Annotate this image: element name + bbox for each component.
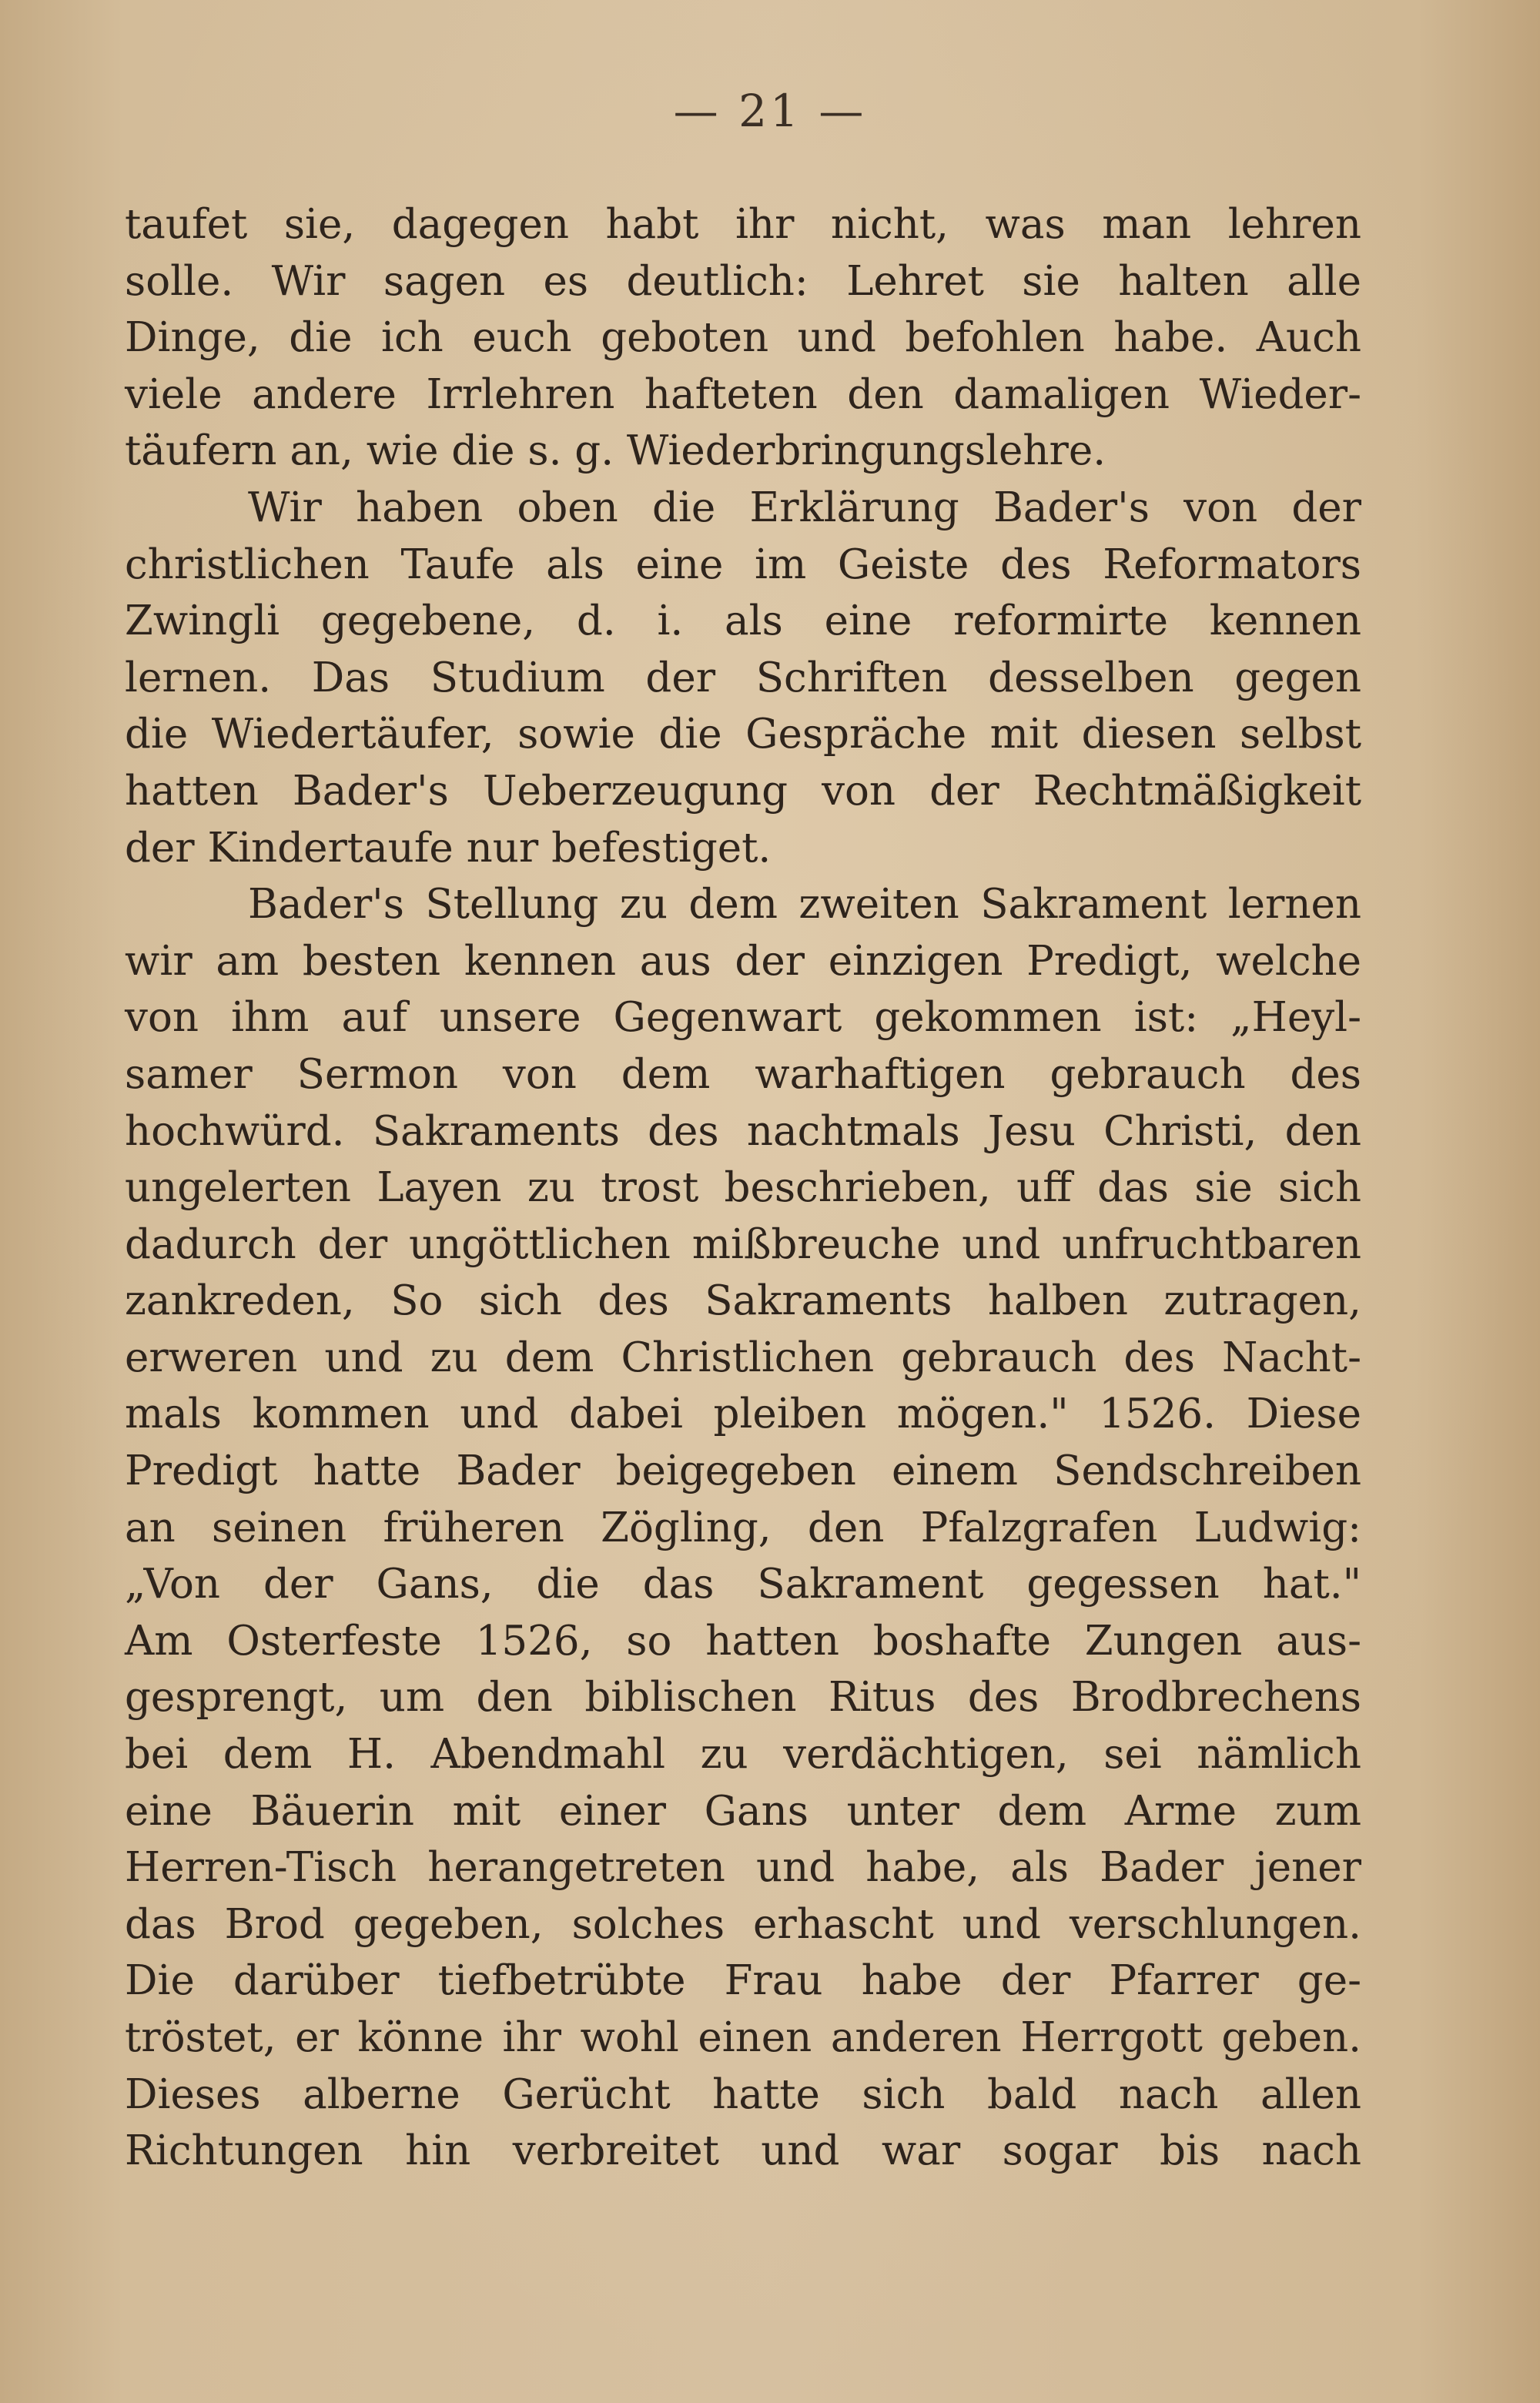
text-line: viele andere Irrlehren hafteten den damaligen Wieder-	[125, 370, 1361, 418]
text-line: erweren und zu dem Christlichen gebrauch des Nacht-	[125, 1334, 1361, 1381]
text-line: von ihm auf unsere Gegenwart gekommen ist: „Heyl-	[125, 994, 1361, 1042]
text-line: gesprengt, um den biblischen Ritus des Brodbrechens	[125, 1674, 1361, 1722]
text-line: Predigt hatte Bader beigegeben einem Sendschreiben	[125, 1447, 1361, 1495]
text-line: dadurch der ungöttlichen mißbreuche und unfruchtbaren	[125, 1220, 1361, 1268]
text-line: die Wiedertäufer, sowie die Gespräche mit diesen selbst	[125, 711, 1361, 758]
text-line: mals kommen und dabei pleiben mögen." 1526. Diese	[125, 1391, 1361, 1438]
text-line: an seinen früheren Zögling, den Pfalzgrafen Ludwig:	[125, 1504, 1361, 1551]
text-line: das Brod gegeben, solches erhascht und verschlungen.	[125, 1900, 1361, 1948]
text-line: zankreden, So sich des Sakraments halben zutragen,	[125, 1277, 1361, 1325]
text-line: wir am besten kennen aus der einzigen Predigt, welche	[125, 937, 1361, 985]
text-line: Richtungen hin verbreitet und war sogar bis nach	[125, 2127, 1361, 2175]
text-line: Bader's Stellung zu dem zweiten Sakrament lernen	[248, 881, 1361, 929]
text-line: bei dem H. Abendmahl zu verdächtigen, sei nämlich	[125, 1731, 1361, 1779]
text-line: eine Bäuerin mit einer Gans unter dem Arme zum	[125, 1787, 1361, 1835]
text-line: taufet sie, dagegen habt ihr nicht, was man lehren	[125, 201, 1361, 248]
text-line: „Von der Gans, die das Sakrament gegessen hat."	[125, 1561, 1361, 1608]
text-line: Dieses alberne Gerücht hatte sich bald nach allen	[125, 2070, 1361, 2118]
text-line: Die darüber tiefbetrübte Frau habe der Pfarrer ge-	[125, 1957, 1361, 2005]
text-line: Dinge, die ich euch geboten und befohlen habe. Auch	[125, 314, 1361, 362]
text-line: Am Osterfeste 1526, so hatten boshafte Zungen aus-	[125, 1617, 1361, 1665]
text-line: ungelerten Layen zu trost beschrieben, uff das sie sich	[125, 1164, 1361, 1212]
text-line: der Kindertaufe nur befestiget.	[125, 824, 772, 872]
page-number-header: — 21 —	[673, 85, 867, 137]
body-text	[125, 196, 1361, 2180]
text-line: hatten Bader's Ueberzeugung von der Rechtmäßigkeit	[125, 767, 1361, 815]
text-line: Wir haben oben die Erklärung Bader's von der	[248, 484, 1361, 531]
text-line: samer Sermon von dem warhaftigen gebrauch des	[125, 1050, 1361, 1098]
text-line: tröstet, er könne ihr wohl einen anderen Herrgott geben.	[125, 2014, 1361, 2061]
text-line: hochwürd. Sakraments des nachtmals Jesu Christi, den	[125, 1107, 1361, 1155]
text-line: christlichen Taufe als eine im Geiste des Reformators	[125, 541, 1361, 588]
text-line: Herren-Tisch herangetreten und habe, als Bader jener	[125, 1844, 1361, 1892]
text-line: Zwingli gegebene, d. i. als eine reformirte kennen	[125, 597, 1361, 645]
text-line: solle. Wir sagen es deutlich: Lehret sie halten alle	[125, 257, 1361, 305]
text-line: täufern an, wie die s. g. Wiederbringungslehre.	[125, 427, 1106, 475]
text-line: lernen. Das Studium der Schriften desselben gegen	[125, 654, 1361, 701]
